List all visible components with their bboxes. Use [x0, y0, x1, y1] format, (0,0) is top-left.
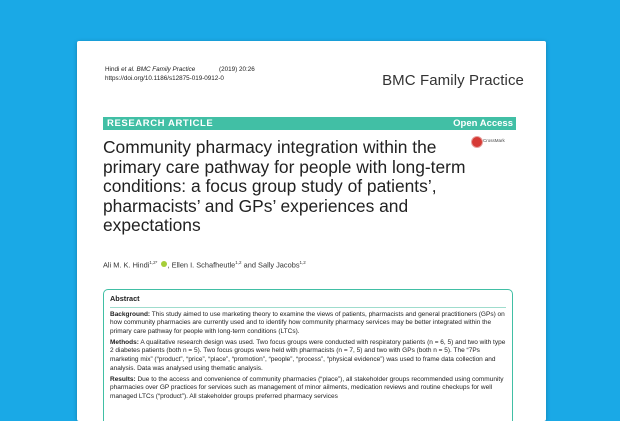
citation-year-volume: (2019) 20:26 — [219, 66, 255, 73]
abstract-section-text: Due to the access and convenience of community pharmacies (“place”), all stakeholder groups recommended using community pharmacies over GP practices for services such as management of minor ailments, medication reviews and routine checkups for well managed LTCs (“product”). All stakeholder groups preferred pharmacy services — [110, 375, 504, 400]
author-conjunction: and — [243, 260, 256, 270]
article-type-banner — [103, 117, 516, 130]
abstract-section — [110, 339, 506, 373]
author-list: Ali M. K. Hindi$^{1,2*}$ , Ellen I. Schafheutle$^{1,2}$ and Sally Jacobs$^{1,2}$ — [103, 260, 306, 270]
article-title: Community pharmacy integration within the primary care pathway for people with long-term conditions: a focus group study of patients’, pharmacists’ and GPs’ experiences and expectations — [103, 137, 466, 236]
author-name[interactable]: Ellen I. Schafheutle — [171, 260, 236, 270]
abstract-section — [110, 311, 506, 337]
author-name[interactable]: Sally Jacobs — [258, 260, 300, 270]
abstract-heading: Abstract — [110, 294, 140, 303]
citation-header — [105, 65, 255, 83]
citation-authors: Hindi — [105, 66, 120, 73]
orcid-icon[interactable] — [161, 261, 167, 267]
journal-name: BMC Family Practice — [382, 72, 524, 89]
abstract-section-text: A qualitative research design was used. Two focus groups were conducted with respiratory patients (n = 6, 5) and two with type 2 diabetes patients (both n = 5). Two focus groups were held with pharmacists (n = 7, 5) and two with GPs (both n = 5). The “7Ps marketing mix” (“product”, “price”, “place”, “promotion”, “people”, “process”, “physical evidence”) was used to frame data collection and analysis. Data was analysed using thematic analysis. — [110, 338, 506, 372]
crossmark-label: CrossMark — [483, 138, 505, 143]
article-type-label: RESEARCH ARTICLE — [107, 118, 214, 129]
abstract-box — [103, 289, 513, 421]
citation-doi[interactable]: https://doi.org/10.1186/s12875-019-0912-0 — [105, 75, 224, 82]
author-affiliation: 1,2 — [299, 260, 306, 265]
author-affiliation: 1,2 — [235, 260, 242, 265]
article-page — [77, 41, 546, 421]
open-access-label[interactable]: Open Access — [453, 118, 513, 129]
abstract-section — [110, 376, 506, 402]
author-affiliation: 1,2* — [149, 260, 158, 265]
abstract-section-label: Background: — [110, 310, 151, 318]
author-name[interactable]: Ali M. K. Hindi — [103, 260, 150, 270]
citation-journal: et al. BMC Family Practice — [121, 66, 196, 73]
abstract-divider — [110, 307, 506, 308]
abstract-section-label: Results: — [110, 375, 136, 383]
crossmark-badge[interactable] — [471, 136, 505, 148]
abstract-section-text: This study aimed to use marketing theory to examine the views of patients, pharmacists and general practitioners (GPs) on how community pharmacies are currently used and to identify how community pharmacy services may be better integrated within the primary care pathway for people with long-term conditions (LTCs). — [110, 310, 505, 335]
abstract-section-label: Methods: — [110, 338, 139, 346]
